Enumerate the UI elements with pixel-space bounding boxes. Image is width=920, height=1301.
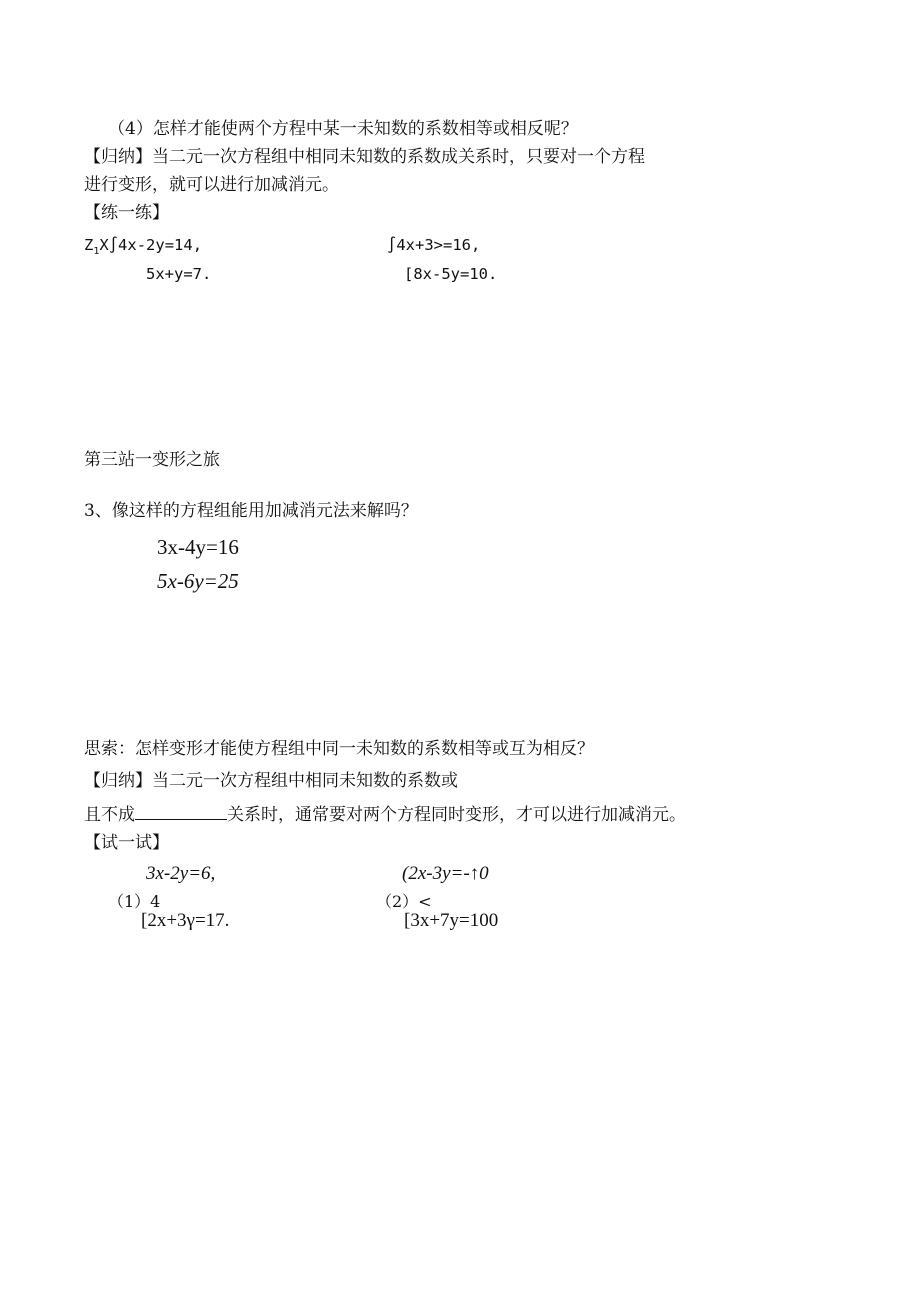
station-title: 第三站一变形之旅 — [84, 450, 220, 470]
exercise-2-equation-2: [8x-5y=10. — [404, 265, 498, 283]
system-equation-2: 5x-6y=25 — [157, 569, 239, 593]
problem-2-label: （2）< — [376, 892, 432, 911]
think-question: 思索：怎样变形才能使方程组中同一未知数的系数相等或互为相反？ — [84, 739, 594, 759]
exercise-1-line-1 — [84, 234, 202, 263]
problem-1-label: （1）4 — [108, 892, 161, 911]
summary-2-text-a: 且不成 — [84, 805, 135, 825]
summary-2-line-2 — [84, 804, 686, 826]
problem-1-equation-2: [2x+3γ=17. — [141, 910, 230, 931]
problem-2-equation-2: [3x+7y=100 — [404, 910, 499, 931]
fill-in-blank — [135, 805, 227, 820]
exercise-1-prefix: Z — [84, 236, 94, 254]
summary-line-2: 进行变形，就可以进行加减消元。 — [84, 175, 339, 195]
question-4: （4）怎样才能使两个方程中某一未知数的系数相等或相反呢？ — [108, 119, 578, 139]
exercise-2-equation-1: ∫4x+3>=16, — [387, 236, 481, 254]
system-equation-1: 3x-4y=16 — [157, 535, 239, 559]
problem-1-equation-1: 3x-2y=6, — [146, 863, 216, 884]
try-heading: 【试一试】 — [84, 833, 169, 853]
summary-line-1: 【归纳】当二元一次方程组中相同未知数的系数成关系时，只要对一个方程 — [84, 147, 645, 167]
exercise-1-equation-2: 5x+y=7. — [146, 265, 212, 283]
exercise-1-subscript: 1 — [93, 246, 100, 258]
summary-2-text-b: 关系时，通常要对两个方程同时变形，才可以进行加减消元。 — [227, 805, 686, 825]
summary-2-line-1: 【归纳】当二元一次方程组中相同未知数的系数或 — [84, 771, 458, 791]
question-3: 3、像这样的方程组能用加减消元法来解吗？ — [84, 501, 418, 521]
practice-heading: 【练一练】 — [84, 203, 169, 223]
exercise-1-equation-1: X∫4x-2y=14, — [99, 236, 203, 254]
problem-2-equation-1: (2x-3y=-↑0 — [402, 863, 489, 884]
